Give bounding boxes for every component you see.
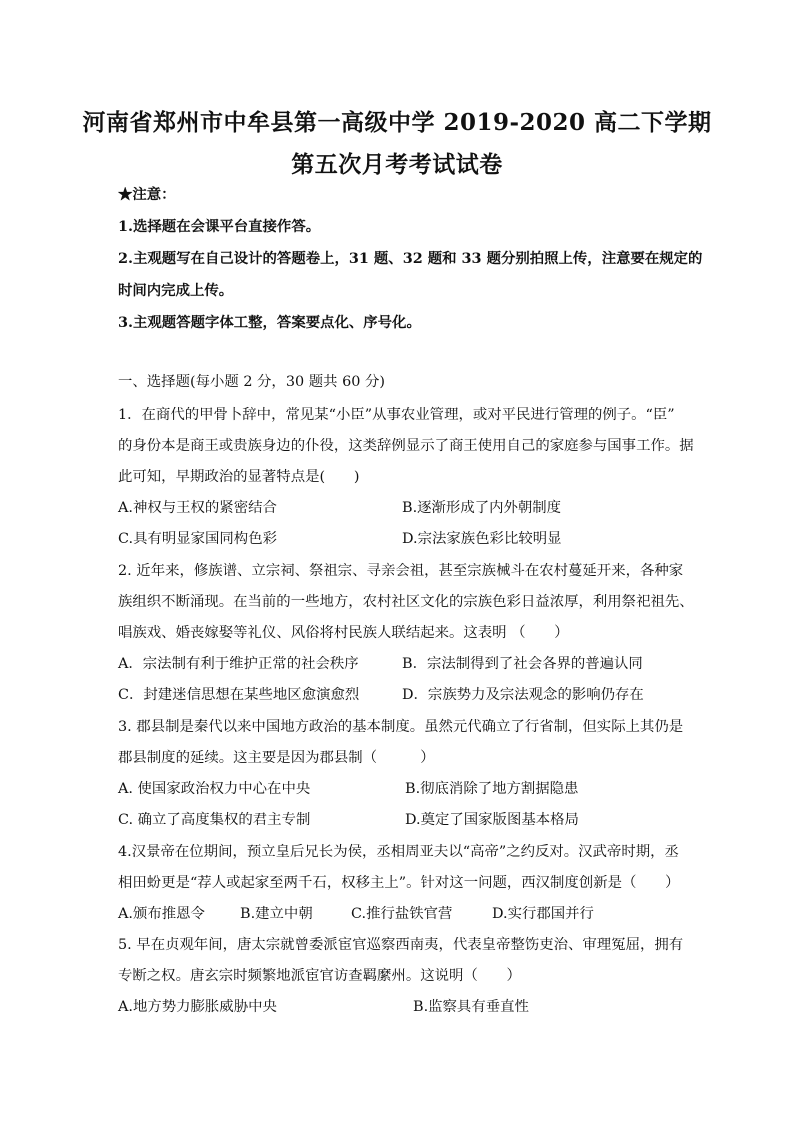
option-a: A. 使国家政治权力中心在中央 (118, 781, 311, 797)
question-stem: 4.汉景帝在位期间，预立皇后兄长为侯，丞相周亚夫以“高帝”之约反对。汉武帝时期，丞 (118, 844, 679, 860)
question-stem: 相田蚡更是“荐人或起家至两千石，权移主上”。针对这一问题，西汉制度创新是（ ） (118, 875, 680, 891)
option-c: C．封建迷信思想在某些地区愈演愈烈 (118, 687, 360, 703)
option-b: B．宗法制得到了社会各界的普遍认同 (402, 656, 643, 672)
notice-heading: ★注意： (118, 186, 176, 203)
option-d: D.实行郡国并行 (492, 906, 594, 922)
question-stem: 此可知，早期政治的显著特点是( ) (118, 469, 360, 485)
option-d: D．宗族势力及宗法观念的影响仍存在 (402, 687, 644, 703)
question-stem: 1．在商代的甲骨卜辞中，常见某“小臣”从事农业管理，或对平民进行管理的例子。“臣” (118, 407, 675, 423)
option-c: C.具有明显家国同构色彩 (118, 531, 277, 547)
notice-item: 1.选择题在会课平台直接作答。 (118, 218, 321, 235)
notice-item: 3.主观题答题字体工整，答案要点化、序号化。 (118, 314, 421, 331)
option-b: B.监察具有垂直性 (413, 999, 529, 1015)
option-b: B.建立中朝 (240, 906, 313, 922)
option-a: A.地方势力膨胀威胁中央 (118, 999, 277, 1015)
question-stem: 的身份本是商王或贵族身边的仆役，这类辞例显示了商王使用自己的家庭参与国事工作。据 (118, 438, 694, 454)
notice-item: 2.主观题写在自己设计的答题卷上，31 题、32 题和 33 题分别拍照上传，注意要在规定的 (118, 250, 703, 267)
question-stem: 5. 早在贞观年间，唐太宗就曾委派宦官巡察西南夷，代表皇帝整饬吏治、审理冤屈，拥有 (118, 937, 684, 953)
question-stem: 唱族戏、婚丧嫁娶等礼仪、风俗将村民族人联结起来。这表明 （ ） (118, 625, 569, 641)
option-c: C.推行盐铁官营 (351, 906, 453, 922)
option-a: A.颁布推恩令 (118, 906, 205, 922)
question-stem: 3. 郡县制是秦代以来中国地方政治的基本制度。虽然元代确立了行省制，但实际上其仍是 (118, 719, 684, 735)
option-b: B.彻底消除了地方割据隐患 (405, 781, 579, 797)
page-title-line1: 河南省郑州市中牟县第一高级中学 2019-2020 高二下学期 (82, 109, 712, 136)
page-title-line2: 第五次月考考试试卷 (291, 151, 503, 178)
question-stem: 专断之权。唐玄宗时频繁地派宦官访查羁縻州。这说明（ ） (118, 968, 521, 984)
question-stem: 2. 近年来，修族谱、立宗祠、祭祖宗、寻亲会祖，甚至宗族械斗在农村蔓延开来，各种家 (118, 563, 684, 579)
question-stem: 族组织不断涌现。在当前的一些地方，农村社区文化的宗族色彩日益浓厚，利用祭祀祖先、 (118, 594, 694, 610)
option-c: C. 确立了高度集权的君主专制 (118, 812, 311, 828)
question-stem: 郡县制度的延续。这主要是因为郡县制（ ） (118, 750, 435, 766)
section-heading: 一、选择题(每小题 2 分，30 题共 60 分) (118, 374, 385, 390)
option-b: B.逐渐形成了内外朝制度 (402, 500, 562, 516)
option-d: D.宗法家族色彩比较明显 (402, 531, 562, 547)
notice-item: 时间内完成上传。 (118, 282, 234, 299)
option-a: A．宗法制有利于维护正常的社会秩序 (118, 656, 359, 672)
option-d: D.奠定了国家版图基本格局 (405, 812, 579, 828)
option-a: A.神权与王权的紧密结合 (118, 500, 277, 516)
